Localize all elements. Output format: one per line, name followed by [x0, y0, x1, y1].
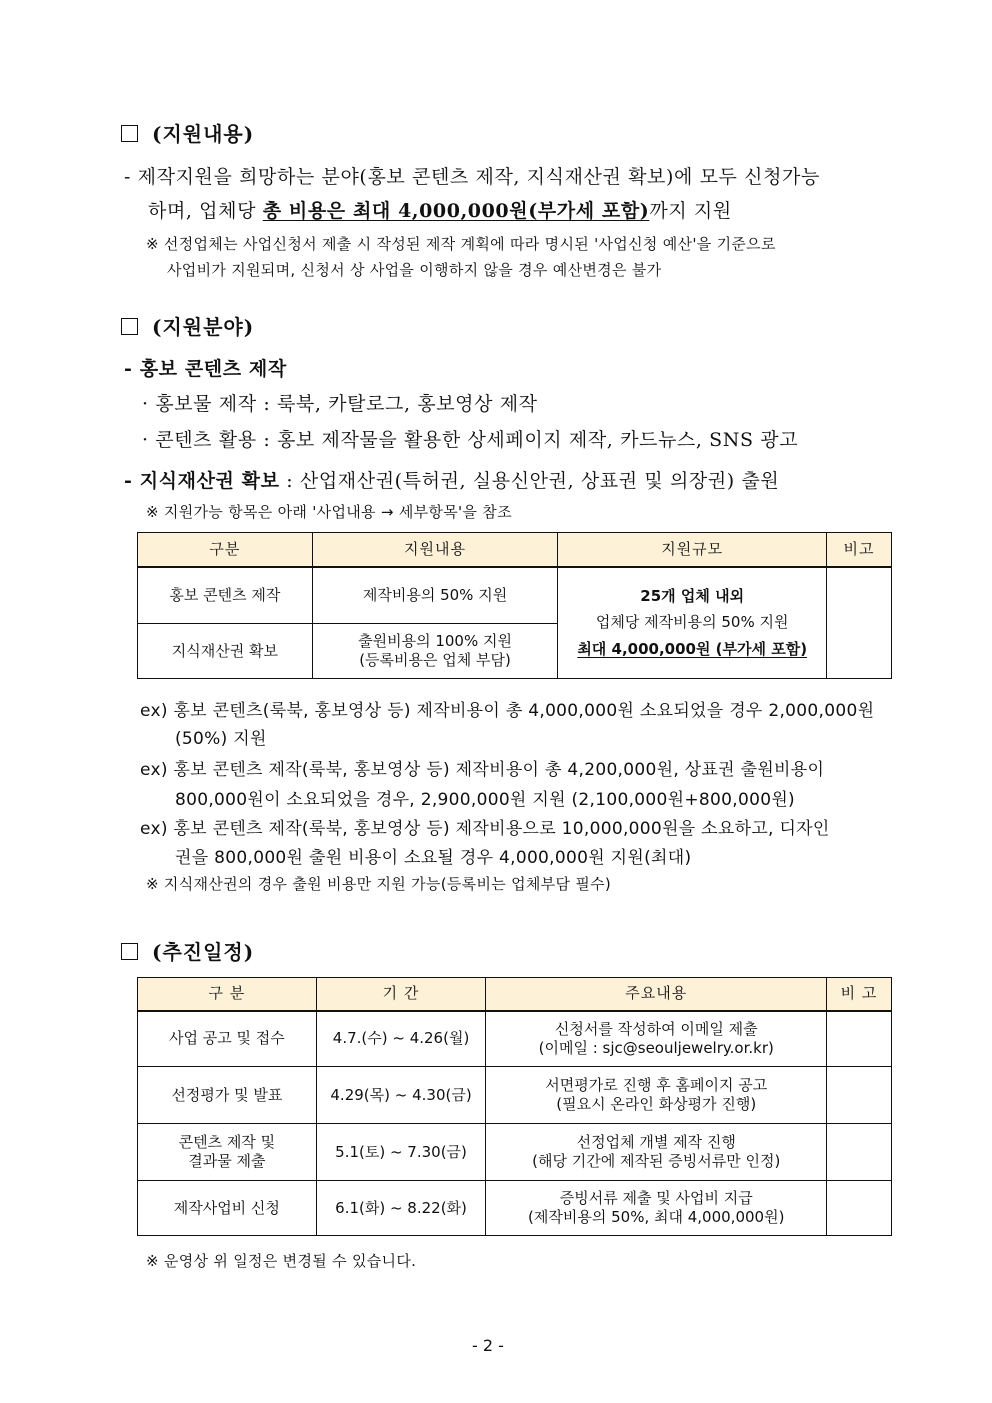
- support-content-line-1: - 제작지원을 희망하는 분야(홍보 콘텐츠 제작, 지식재산권 확보)에 모두 신청가능: [124, 166, 820, 188]
- schedule-table: [137, 977, 892, 1236]
- table-row: [138, 1124, 892, 1181]
- section-heading-support-field: (지원분야): [121, 311, 254, 340]
- table-row: [138, 1011, 892, 1067]
- schedule-note: [827, 1124, 892, 1181]
- row-promo-content: 제작비용의 50% 지원: [312, 567, 558, 624]
- header-category: 구분: [138, 533, 313, 567]
- schedule-note: [827, 1181, 892, 1236]
- schedule-note: [827, 1067, 892, 1124]
- example-3-line-2: 권을 800,000원 출원 비용이 소요될 경우 4,000,000원 지원(최대): [175, 848, 692, 868]
- scale-rate: 업체당 제작비용의 50% 지원: [595, 613, 789, 632]
- note-cell: [827, 567, 892, 679]
- example-1-line-2: (50%) 지원: [175, 729, 267, 749]
- support-scale-cell: [558, 567, 827, 679]
- schedule-period: 6.1(화) ~ 8.22(화): [316, 1181, 486, 1236]
- support-content-note-1: ※ 선정업체는 사업신청서 제출 시 작성된 제작 계획에 따라 명시된 '사업신청 예산'을 기준으로: [146, 235, 776, 253]
- schedule-desc: 선정업체 개별 제작 진행 (해당 기간에 제작된 증빙서류만 인정): [486, 1124, 827, 1181]
- schedule-name: 제작사업비 신청: [138, 1181, 317, 1236]
- row-ip-category: 지식재산권 확보: [138, 624, 313, 679]
- support-table-header: [138, 533, 892, 567]
- schedule-note: ※ 운영상 위 일정은 변경될 수 있습니다.: [146, 1252, 417, 1270]
- schedule-name: 선정평가 및 발표: [138, 1067, 317, 1124]
- promo-item-1: · 홍보물 제작 : 룩북, 카탈로그, 홍보영상 제작: [142, 393, 538, 415]
- header-note: 비고: [827, 533, 892, 567]
- header-content: 지원내용: [312, 533, 558, 567]
- header-scale: 지원규모: [558, 533, 827, 567]
- example-2-line-2: 800,000원이 소요되었을 경우, 2,900,000원 지원 (2,100,000원+800,000원): [175, 790, 795, 810]
- section-heading-schedule: (추진일정): [121, 936, 254, 965]
- support-content-note-2: 사업비가 지원되며, 신청서 상 사업을 이행하지 않을 경우 예산변경은 불가: [167, 261, 662, 279]
- page-number: - 2 -: [472, 1336, 504, 1355]
- schedule-desc: 증빙서류 제출 및 사업비 지급 (제작비용의 50%, 최대 4,000,000원): [486, 1181, 827, 1236]
- schedule-name: 콘텐츠 제작 및 결과물 제출: [138, 1124, 317, 1181]
- schedule-table-header: [138, 978, 892, 1011]
- checkbox-square-icon: [121, 318, 138, 335]
- ref-note: ※ 지원가능 항목은 아래 '사업내용 → 세부항목'을 참조: [146, 503, 512, 521]
- checkbox-square-icon: [121, 125, 138, 142]
- promo-item-2: · 콘텐츠 활용 : 홍보 제작물을 활용한 상세페이지 제작, 카드뉴스, SNS 광고: [142, 429, 799, 451]
- schedule-desc: 서면평가로 진행 후 홈페이지 공고 (필요시 온라인 화상평가 진행): [486, 1067, 827, 1124]
- table-row: [138, 567, 892, 624]
- row-promo-category: 홍보 콘텐츠 제작: [138, 567, 313, 624]
- ip-title: - 지식재산권 확보 : 산업재산권(특허권, 실용신안권, 상표권 및 의장권) 출원: [124, 470, 780, 492]
- example-2-line-1: ex) 홍보 콘텐츠 제작(룩북, 홍보영상 등) 제작비용이 총 4,200,000원, 상표권 출원비용이: [140, 760, 825, 780]
- table-row: [138, 1181, 892, 1236]
- scale-company-count: 25개 업체 내외: [640, 586, 745, 605]
- table-row: [138, 1067, 892, 1124]
- header-main-content: 주요내용: [486, 978, 827, 1011]
- ip-note: ※ 지식재산권의 경우 출원 비용만 지원 가능(등록비는 업체부담 필수): [146, 875, 612, 893]
- checkbox-square-icon: [121, 943, 138, 960]
- schedule-desc: 신청서를 작성하여 이메일 제출 (이메일 : sjc@seouljewelry.or.kr): [486, 1011, 827, 1067]
- schedule-period: 5.1(토) ~ 7.30(금): [316, 1124, 486, 1181]
- header-note: 비 고: [827, 978, 892, 1011]
- scale-max: 최대 4,000,000원 (부가세 포함): [577, 640, 808, 659]
- example-1-line-1: ex) 홍보 콘텐츠(룩북, 홍보영상 등) 제작비용이 총 4,000,000원 소요되었을 경우 2,000,000원: [140, 701, 875, 721]
- example-3-line-1: ex) 홍보 콘텐츠 제작(룩북, 홍보영상 등) 제작비용으로 10,000,000원을 소요하고, 디자인: [140, 819, 830, 839]
- schedule-note: [827, 1011, 892, 1067]
- support-content-line-2: 하며, 업체당 총 비용은 최대 4,000,000원(부가세 포함)까지 지원: [148, 200, 732, 222]
- max-cost-emphasis: 총 비용은 최대 4,000,000원(부가세 포함): [262, 200, 650, 222]
- section-heading-support-content: (지원내용): [121, 118, 254, 147]
- support-table: [137, 532, 892, 679]
- header-category: 구 분: [138, 978, 317, 1011]
- schedule-period: 4.29(목) ~ 4.30(금): [316, 1067, 486, 1124]
- header-period: 기 간: [316, 978, 486, 1011]
- row-ip-content: 출원비용의 100% 지원 (등록비용은 업체 부담): [312, 624, 558, 679]
- promo-content-title: - 홍보 콘텐츠 제작: [124, 358, 287, 380]
- schedule-name: 사업 공고 및 접수: [138, 1011, 317, 1067]
- schedule-period: 4.7.(수) ~ 4.26(월): [316, 1011, 486, 1067]
